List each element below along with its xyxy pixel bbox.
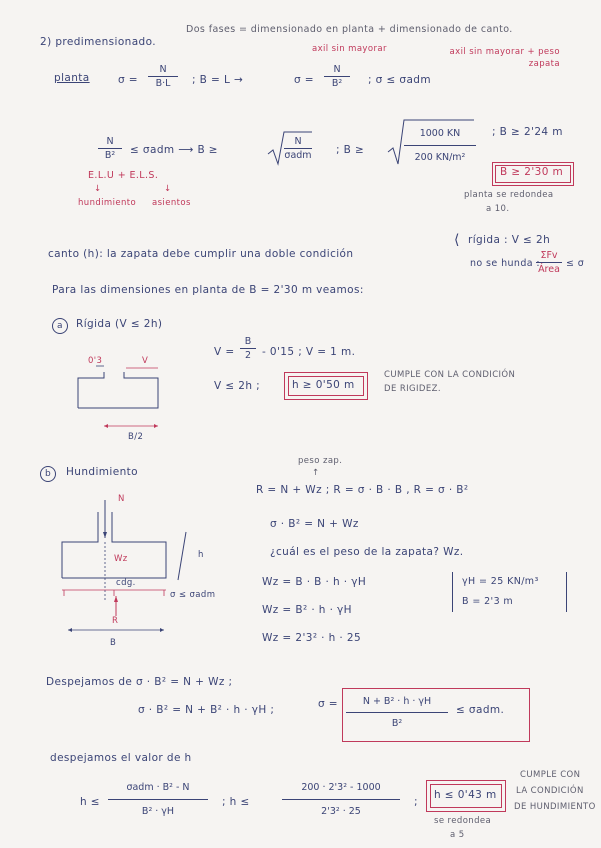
despejar-title-1: Despejamos de σ · B² = N + Wz ; [46, 676, 233, 688]
dims-intro: Para las dimensiones en planta de B = 2'30 m veamos: [52, 284, 364, 296]
fig-cdg: cdg. [116, 578, 136, 588]
v-le-2h: V ≤ 2h ; [214, 380, 261, 392]
fig-b2: B/2 [128, 432, 144, 442]
cond-hunda-frac: ΣFv Área [536, 250, 562, 275]
v-eq-2: - 0'15 ; V = 1 m. [262, 346, 356, 358]
gamma-value: γH = 25 KN/m³ [462, 576, 539, 587]
eq-sigma-2: σ = [294, 74, 314, 86]
h-fraction-1: σadm · B² - N B² · γH [108, 782, 208, 817]
peso-zap: peso zap. [298, 456, 343, 466]
sqrt-fraction-1: N σadm [284, 136, 312, 161]
v-fraction: $\frac{B}{2}$ [240, 336, 256, 361]
h-le-2: ; h ≤ [222, 796, 250, 808]
round-note-h-1: se redondea [434, 816, 492, 826]
hund-title: Hundimiento [66, 466, 138, 478]
section-title: 2) predimensionado. [40, 36, 156, 48]
divider-right [566, 572, 567, 612]
h-result-rigida: h ≥ 0'50 m [292, 379, 355, 391]
wz2: Wz = B² · h · γH [262, 604, 352, 616]
axil-note: axil sin mayorar [312, 44, 387, 54]
asientos-label: asientos [152, 198, 191, 208]
hund-note-3: DE HUNDIMIENTO [514, 802, 596, 812]
peso-arrow: ↑ [312, 468, 320, 478]
divider-left [452, 572, 453, 612]
arrow-down-2: ↓ [164, 184, 172, 194]
hund-footing-figure [54, 492, 204, 652]
v-eq-1: V = [214, 346, 235, 358]
sigma-tail: ≤ σadm. [456, 704, 505, 716]
wz3: Wz = 2'3² · h · 25 [262, 632, 362, 644]
hund-note-2: LA CONDICIÓN [516, 786, 584, 796]
rigida-note-1: CUMPLE CON LA CONDICIÓN [384, 370, 516, 380]
cond-rigida: rígida : V ≤ 2h [468, 234, 551, 246]
r-eqs: R = N + Wz ; R = σ · B · B , R = σ · B² [256, 484, 469, 496]
rigida-footing-figure [74, 352, 174, 452]
wz1: Wz = B · B · h · γH [262, 576, 367, 588]
brace: ⟨ [454, 232, 460, 248]
despejar-eq-1: σ · B² = N + B² · h · γH ; [138, 704, 275, 716]
despejar-title-2: despejamos el valor de h [50, 752, 192, 764]
sigma-b2: σ · B² = N + Wz [270, 518, 359, 530]
fig-sigma: σ ≤ σadm [170, 590, 216, 600]
fraction-n-b2: $\frac{N}{\text{B²}}$ [324, 64, 350, 89]
fraction-n-bl: $\frac{N}{B\cdot L}$ [148, 64, 178, 89]
sigma-eq: σ = [318, 698, 338, 710]
marker-a: a [52, 318, 68, 334]
elu-els: E.L.U + E.L.S. [88, 170, 159, 181]
b-result: B ≥ 2'30 m [500, 166, 564, 178]
hund-note-1: CUMPLE CON [520, 770, 581, 780]
canto-intro: canto (h): la zapata debe cumplir una doble condición [48, 248, 354, 260]
hundimiento-label: hundimiento [78, 198, 137, 208]
rigida-title: Rígida (V ≤ 2h) [76, 318, 163, 330]
sigma-fraction: $\frac{\text{N + B² · h · γH}}{\text{B²}}$ [346, 696, 448, 729]
sqrt-fraction-2: $\frac{1000 KN}{\text{200 KN/m²}}$ [404, 128, 476, 163]
cond-hunda-2: ≤ σ [566, 258, 585, 269]
b-value: B = 2'3 m [462, 596, 514, 607]
eq-b-equals-l: ; B = L → [192, 74, 244, 86]
fig-wz: Wz [114, 554, 128, 564]
fig-03: 0'3 [88, 356, 103, 366]
arrow-down-1: ↓ [94, 184, 102, 194]
semicolon: ; [414, 796, 418, 808]
fig-h: h [198, 550, 204, 560]
b-224: ; B ≥ 2'24 m [492, 126, 563, 138]
round-note-2: a 10. [486, 204, 510, 214]
planta-label: planta [54, 72, 90, 84]
eq-condition: ; σ ≤ σadm [368, 74, 431, 86]
b-ge-label: ; B ≥ [336, 144, 365, 156]
ineq-rest: ≤ σadm ⟶ B ≥ [130, 144, 218, 156]
eq-sigma: σ = [118, 74, 138, 86]
h-fraction-2: $\frac{\text{200 · 2'3² - 1000}}{\text{2'3² · 25}}$ [282, 782, 400, 817]
marker-b: b [40, 466, 56, 482]
round-note-h-2: a 5 [450, 830, 465, 840]
fig-r: R [112, 616, 119, 626]
fig-v: V [142, 356, 149, 366]
axil-peso-note: axil sin mayorar + peso zapata [449, 47, 560, 69]
h-le: h ≤ [80, 796, 100, 808]
question: ¿cuál es el peso de la zapata? Wz. [270, 546, 464, 558]
fig-n: N [118, 494, 125, 504]
phases-note: Dos fases = dimensionado en planta + dimensionado de canto. [186, 24, 513, 35]
h-result-hund: h ≤ 0'43 m [434, 789, 497, 801]
fraction-ineq: $\frac{N}{\text{B²}}$ [98, 136, 122, 161]
cond-hunda-1: no se hunda : [470, 258, 541, 269]
round-note-1: planta se redondea [464, 190, 554, 200]
rigida-note-2: DE RIGIDEZ. [384, 384, 441, 394]
fig-b: B [110, 638, 117, 648]
